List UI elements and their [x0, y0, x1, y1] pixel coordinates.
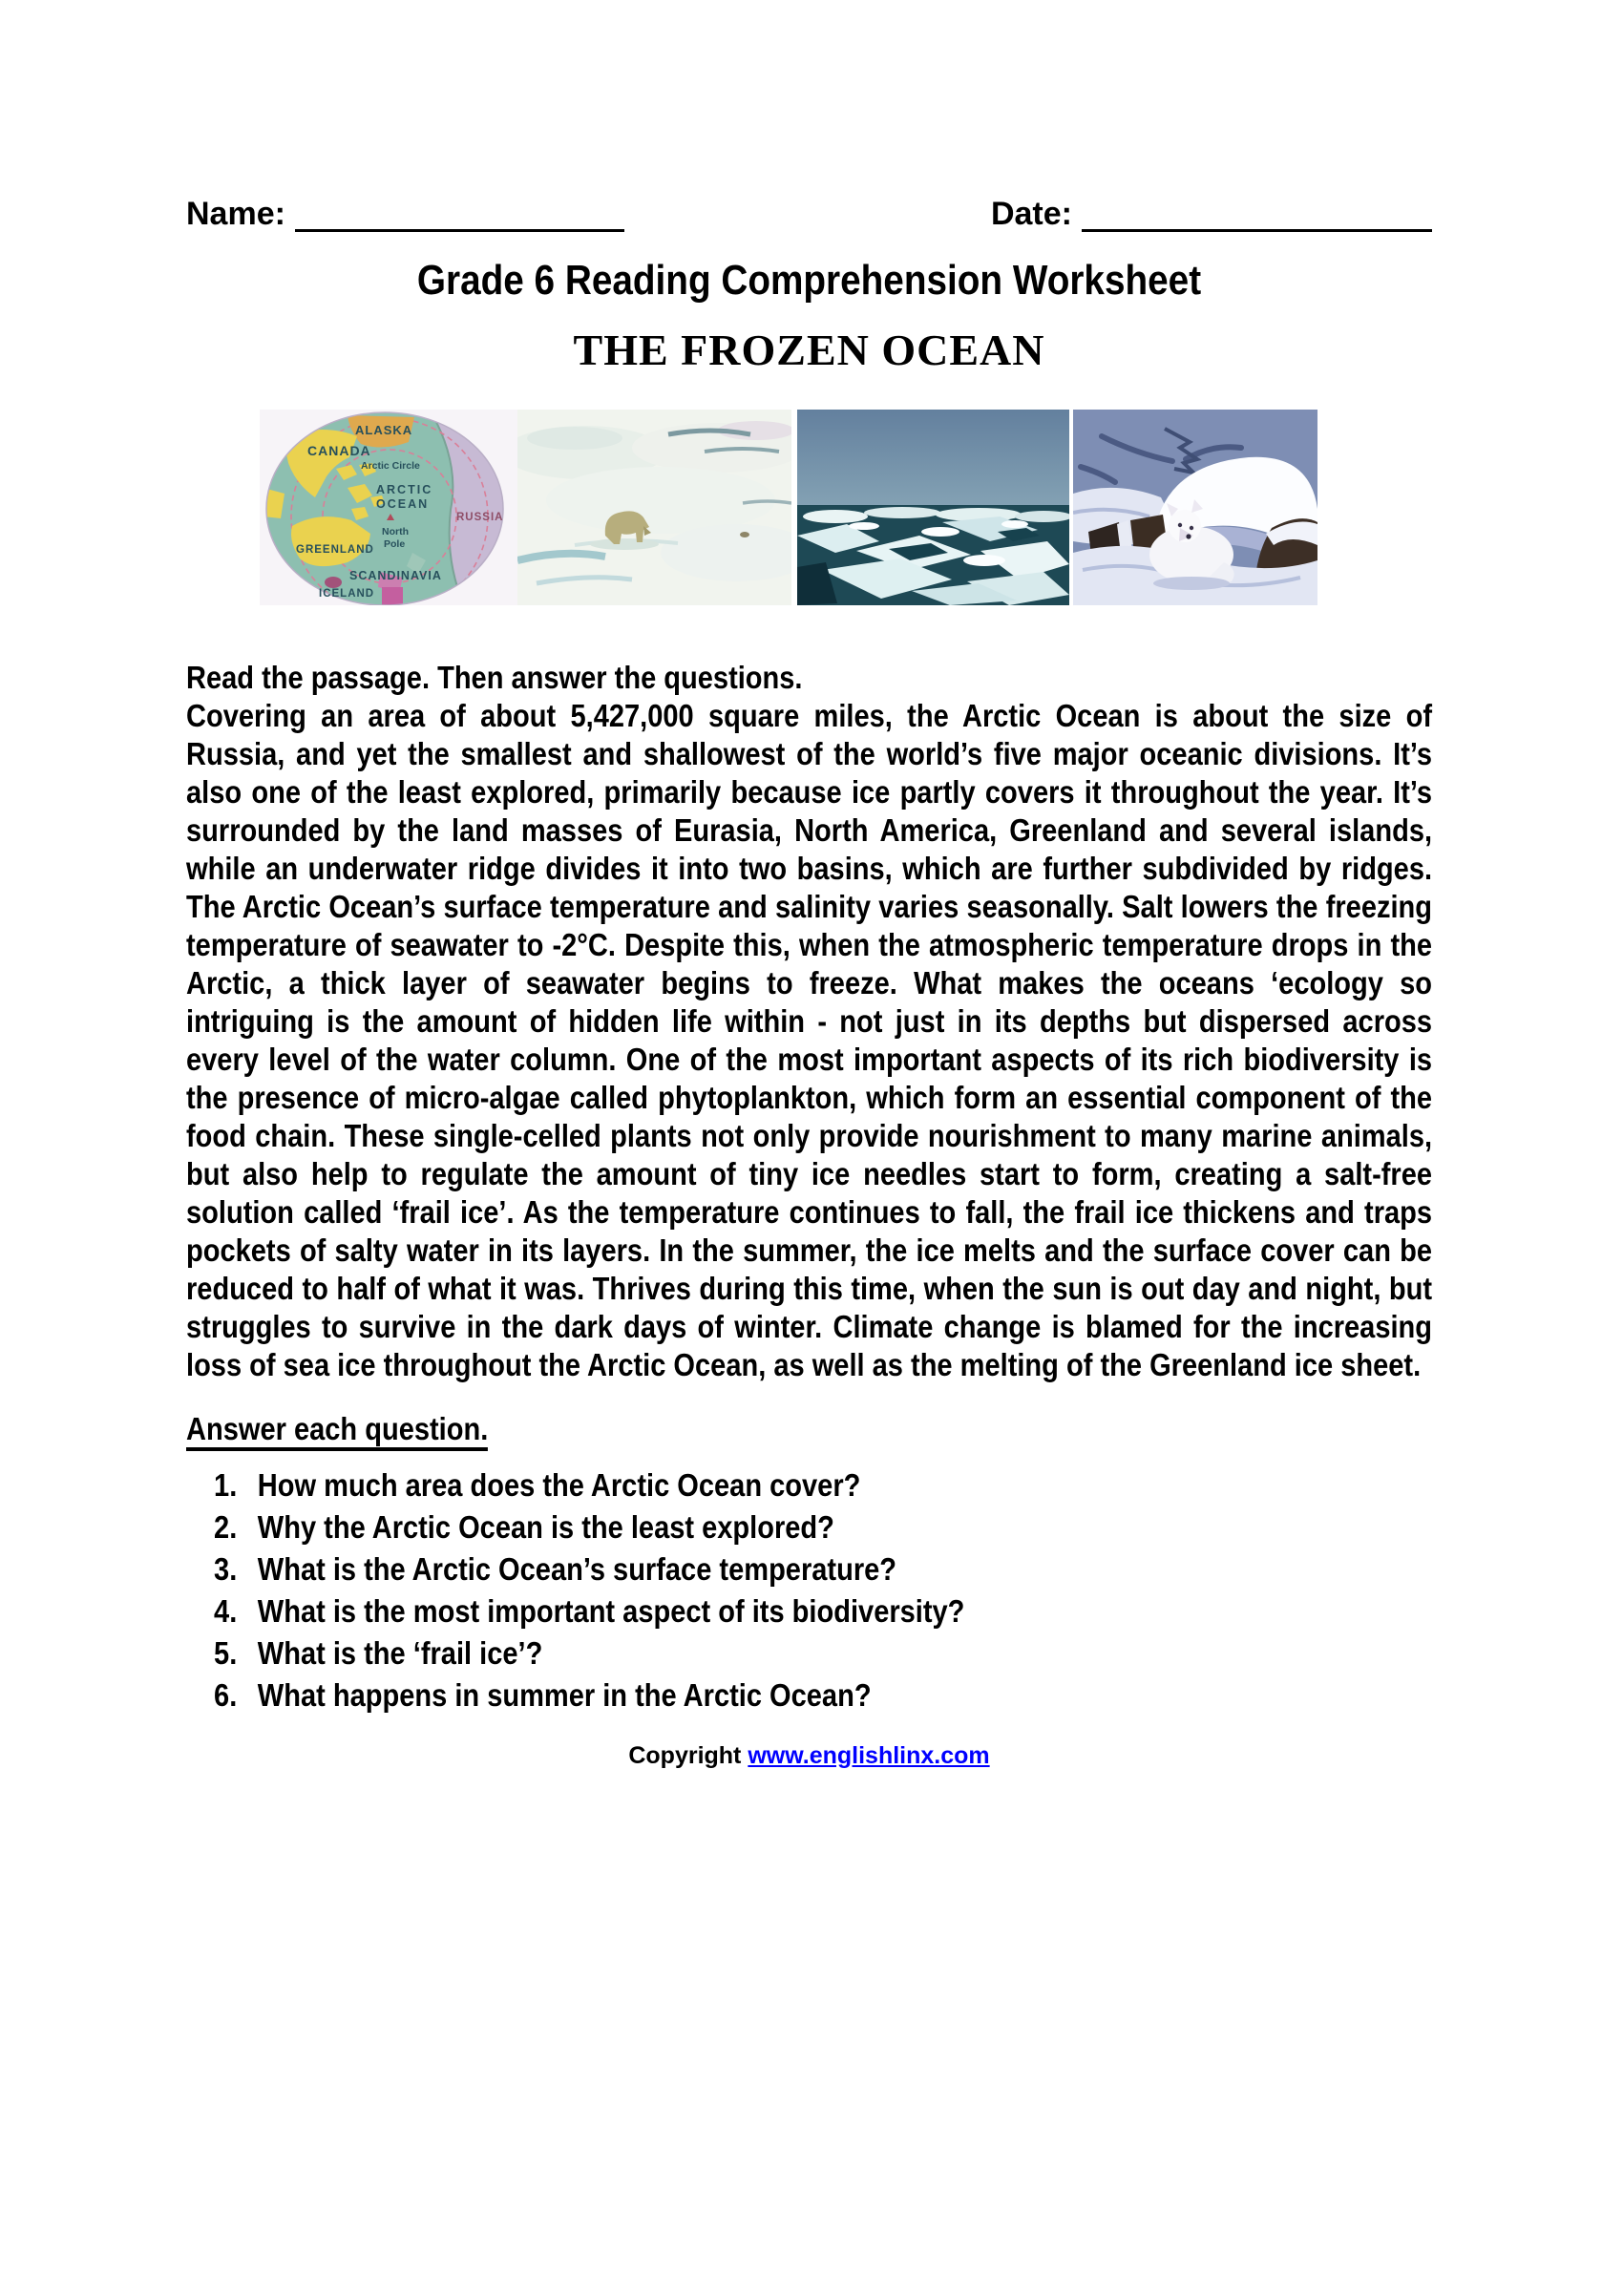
questions-heading: Answer each question. [186, 1409, 1432, 1449]
question-text: What is the Arctic Ocean’s surface temperature? [257, 1551, 897, 1587]
question-text: How much area does the Arctic Ocean cover? [257, 1467, 861, 1503]
images-row [260, 410, 1432, 605]
question-number: 1. [214, 1467, 238, 1503]
polar-bear-image [517, 410, 791, 605]
copyright-link[interactable]: www.englishlinx.com [748, 1742, 990, 1769]
map-label-arctic: ARCTIC [376, 483, 433, 496]
question-text: Why the Arctic Ocean is the least explored? [257, 1509, 834, 1545]
question-number: 4. [214, 1593, 238, 1629]
question-number: 6. [214, 1677, 238, 1713]
arctic-map-image [260, 410, 517, 605]
passage-title: THE FROZEN OCEAN [573, 326, 1045, 374]
name-blank[interactable] [295, 196, 624, 232]
passage-text: Covering an area of about 5,427,000 square miles, the Arctic Ocean is about the size of Russia, and yet the smallest and shallowest of the world’s five major oceanic divisions. It’s also one of the least explored, primarily because ice partly covers it throughout the year. It’s surrounded by the land masses of Eurasia, North America, Greenland and several islands, while an underwater ridge divides it into two basins, which are further subdivided by ridges. The Arctic Ocean’s surface temperature and salinity varies seasonally. Salt lowers the freezing temperature of seawater to -2°C. Despite this, when the atmospheric temperature drops in the Arctic, a thick layer of seawater begins to freeze. What makes the oceans ‘ecology so intriguing is the amount of hidden life within - not just in its depths but dispersed across every level of the water column. One of the most important aspects of its rich biodiversity is the presence of micro-algae called phytoplankton, which form an essential component of the food chain. These single-celled plants not only provide nourishment to many marine animals, but also help to regulate the amount of tiny ice needles start to form, creating a salt-free solution called ‘frail ice’. As the temperature continues to fall, the frail ice thickens and traps pockets of salty water in its layers. In the summer, the ice melts and the surface cover can be reduced to half of what it was. Thrives during this time, when the sun is out day and night, but struggles to survive in the dark days of winter. Climate change is blamed for the increasing loss of sea ice throughout the Arctic Ocean, as well as the melting of the Greenland ice sheet. [186, 698, 1433, 1382]
map-label-north: North [382, 526, 409, 537]
map-label-alaska: ALASKA [355, 423, 413, 437]
date-field [991, 196, 1432, 232]
footer [186, 1741, 1432, 1770]
copyright-label: Copyright [628, 1742, 742, 1769]
question-item [186, 1632, 1432, 1675]
map-label-canada: CANADA [307, 443, 371, 458]
map-label-scandinavia: SCANDINAVIA [349, 569, 442, 582]
worksheet-page [0, 196, 1623, 1770]
map-label-pole: Pole [384, 538, 406, 550]
name-label: Name: [186, 196, 285, 232]
header-row [186, 196, 1432, 232]
questions-list [186, 1464, 1432, 1717]
name-field [186, 196, 624, 232]
question-item [186, 1590, 1432, 1632]
date-label: Date: [990, 196, 1072, 232]
question-text: What is the most important aspect of its biodiversity? [257, 1593, 965, 1629]
map-label-iceland: ICELAND [319, 588, 375, 600]
date-blank[interactable] [1082, 196, 1432, 232]
ice-floes-image [797, 410, 1069, 605]
body-text-block [186, 659, 1432, 1717]
instructions-line: Read the passage. Then answer the questions. [186, 660, 803, 695]
question-item [186, 1464, 1432, 1506]
question-item [186, 1548, 1432, 1590]
map-label-ocean: OCEAN [376, 497, 430, 511]
question-item [186, 1506, 1432, 1548]
question-number: 3. [214, 1551, 238, 1587]
question-number: 2. [214, 1509, 238, 1545]
map-label-russia: RUSSIA [456, 512, 504, 523]
map-label-arctic-circle: Arctic Circle [361, 460, 420, 472]
map-label-greenland: GREENLAND [296, 544, 374, 556]
arctic-fox-image [1073, 410, 1317, 605]
question-number: 5. [214, 1635, 238, 1671]
question-text: What happens in summer in the Arctic Ocean? [257, 1677, 872, 1713]
question-text: What is the ‘frail ice’? [257, 1635, 543, 1671]
question-item [186, 1675, 1432, 1717]
page-title: Grade 6 Reading Comprehension Worksheet [416, 257, 1202, 304]
